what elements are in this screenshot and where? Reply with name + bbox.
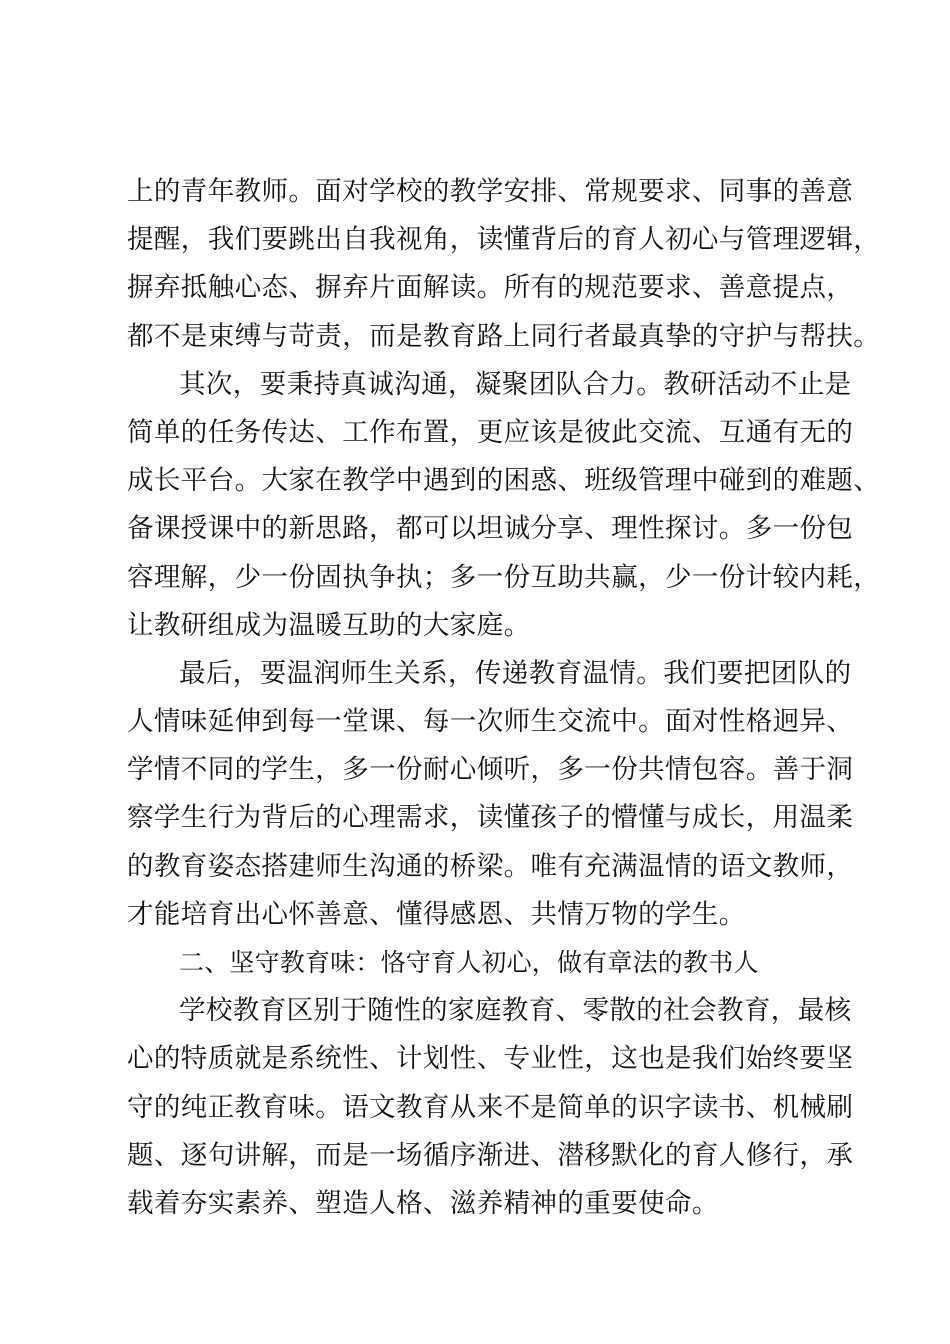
text-line: 学情不同的学生，多一份耐心倾听，多一份共情包容。善于洞 <box>127 754 854 786</box>
paragraph-education-flavor <box>127 987 857 1228</box>
text-line: 人情味延伸到每一堂课、每一次师生交流中。面对性格迥异、 <box>127 706 854 738</box>
text-line: 都不是束缚与苛责，而是教育路上同行者最真挚的守护与帮扶。 <box>127 320 881 352</box>
text-line: 成长平台。大家在教学中遇到的困惑、班级管理中碰到的难题、 <box>127 465 881 497</box>
text-line: 提醒，我们要跳出自我视角，读懂背后的育人初心与管理逻辑， <box>127 224 881 256</box>
section-heading <box>127 939 857 987</box>
paragraph-continuation <box>127 168 881 361</box>
text-line: 摒弃抵触心态、摒弃片面解读。所有的规范要求、善意提点， <box>127 272 854 304</box>
text-line: 备课授课中的新思路，都可以坦诚分享、理性探讨。多一份包 <box>127 513 854 545</box>
text-line: 学校教育区别于随性的家庭教育、零散的社会教育，最核 <box>179 995 852 1027</box>
text-line: 守的纯正教育味。语文教育从来不是简单的识字读书、机械刷 <box>127 1091 854 1123</box>
text-line: 载着夯实素养、塑造人格、滋养精神的重要使命。 <box>127 1187 719 1219</box>
text-line: 其次，要秉持真诚沟通，凝聚团队合力。教研活动不止是 <box>179 368 852 400</box>
text-line: 的教育姿态搭建师生沟通的桥梁。唯有充满温情的语文教师， <box>127 850 854 882</box>
text-line: 心的特质就是系统性、计划性、专业性，这也是我们始终要坚 <box>127 1043 854 1075</box>
text-line: 题、逐句讲解，而是一场循序渐进、潜移默化的育人修行，承 <box>127 1139 854 1171</box>
text-line: 上的青年教师。面对学校的教学安排、常规要求、同事的善意 <box>127 176 854 207</box>
text-line: 容理解，少一份固执争执；多一份互助共赢，少一份计较内耗， <box>127 561 881 593</box>
text-line: 察学生行为背后的心理需求，读懂孩子的懵懂与成长，用温柔 <box>127 802 854 834</box>
paragraph-teacher-student <box>127 650 857 939</box>
paragraph-team-communication <box>127 361 881 650</box>
document-body <box>127 168 881 1228</box>
section-heading-text: 二、坚守教育味：恪守育人初心，做有章法的教书人 <box>179 948 759 977</box>
text-line: 才能培育出心怀善意、懂得感恩、共情万物的学生。 <box>127 898 746 930</box>
text-line: 让教研组成为温暖互助的大家庭。 <box>127 609 531 641</box>
text-line: 最后，要温润师生关系，传递教育温情。我们要把团队的 <box>179 657 852 689</box>
text-line: 简单的任务传达、工作布置，更应该是彼此交流、互通有无的 <box>127 416 854 448</box>
